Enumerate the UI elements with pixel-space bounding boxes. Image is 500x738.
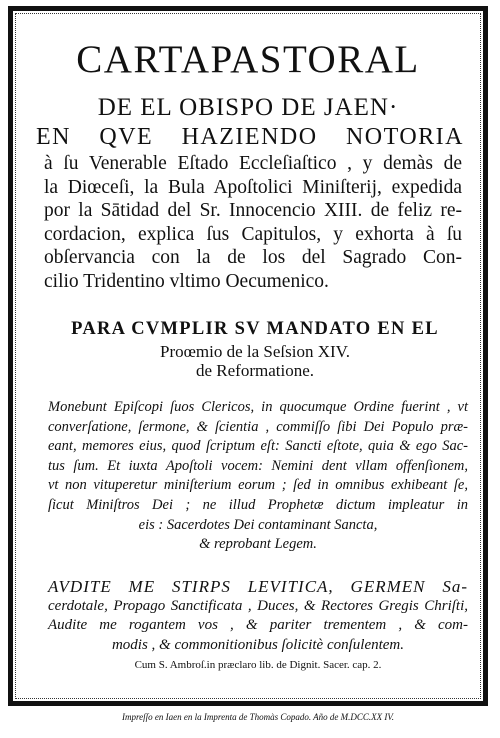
imprint-line: Impreſſo en Iaen en la Imprenta de Thomàs Copado. Año de M.DCC.XX IV. bbox=[122, 712, 394, 722]
citation: Cum S. Ambroſ.in præclaro lib. de Dignit. Sacer. cap. 2. bbox=[134, 659, 382, 671]
heading-line: EN QVE HAZIENDO NOTORIA bbox=[36, 124, 464, 150]
audite-line: AVDITE ME STIRPS LEVITICA, GERMEN Sa- bbox=[48, 577, 468, 596]
body-line: cilio Tridentino vltimo Oecumenico. bbox=[44, 270, 329, 292]
mandate-heading: PARA CVMPLIR SV MANDATO EN EL bbox=[71, 319, 439, 339]
mandate-subheading bbox=[50, 342, 460, 380]
body-line: por la Sātidad del Sr. Innocencio XIII. de feliz re- bbox=[44, 200, 462, 221]
body-line: obſervancia con la de los del Sagrado Con- bbox=[44, 247, 462, 268]
latin-line: eis : Sacerdotes Dei contaminant Sancta, bbox=[138, 516, 378, 533]
latin-quotation bbox=[48, 398, 468, 555]
body-line: à ſu Venerable Eſtado Eccleſiaſtico , y demàs de bbox=[44, 153, 462, 174]
latin-line: tus ſum. Et iuxta Apoſtoli vocem: Nemini dent vllam offenſionem, bbox=[48, 457, 468, 474]
audite-line: cerdotale, Propago Sanctificata , Duces, & Rectores Gregis Chriſti, bbox=[48, 597, 468, 614]
document-subtitle: DE EL OBISPO DE JAEN· bbox=[97, 94, 399, 121]
audite-quotation bbox=[48, 577, 468, 655]
latin-line: converſatione, ſermone, & ſcientia , commiſſo ſibi Dei Populo præ- bbox=[48, 418, 468, 435]
latin-line: ſicut Miniſtros Dei ; ne illud Prophetæ dictum impleatur in bbox=[48, 496, 468, 513]
body-paragraph bbox=[44, 152, 462, 293]
latin-line: & reprobant Legem. bbox=[199, 536, 317, 553]
audite-line: modis , & commonitionibus ſolicitè conſulentem. bbox=[111, 636, 405, 653]
body-line: cordacion, explica ſus Capitulos, y exhorta à ſu bbox=[44, 223, 462, 245]
mandate-sub-line: de Reformatione. bbox=[195, 361, 314, 380]
document-title: CARTAPASTORAL bbox=[76, 38, 420, 81]
latin-line: vt non vituperetur miniſterium eorum ; ſed in omnibus exhibeant ſe, bbox=[48, 477, 468, 494]
latin-line: Monebunt Epiſcopi ſuos Clericos, in quocumque Ordine fuerint , vt bbox=[48, 399, 468, 415]
mandate-sub-line: Proœmio de la Seſsion XIV. bbox=[160, 342, 350, 361]
latin-line: eant, memores eius, quod ſcriptum eſt: Sancti eſtote, quia & ego Sac- bbox=[48, 438, 468, 455]
audite-line: Audite me rogantem vos , & pariter trementem , & com- bbox=[48, 617, 468, 633]
body-line: la Diœceſi, la Bula Apoſtolici Miniſterij, expedida bbox=[44, 176, 462, 198]
